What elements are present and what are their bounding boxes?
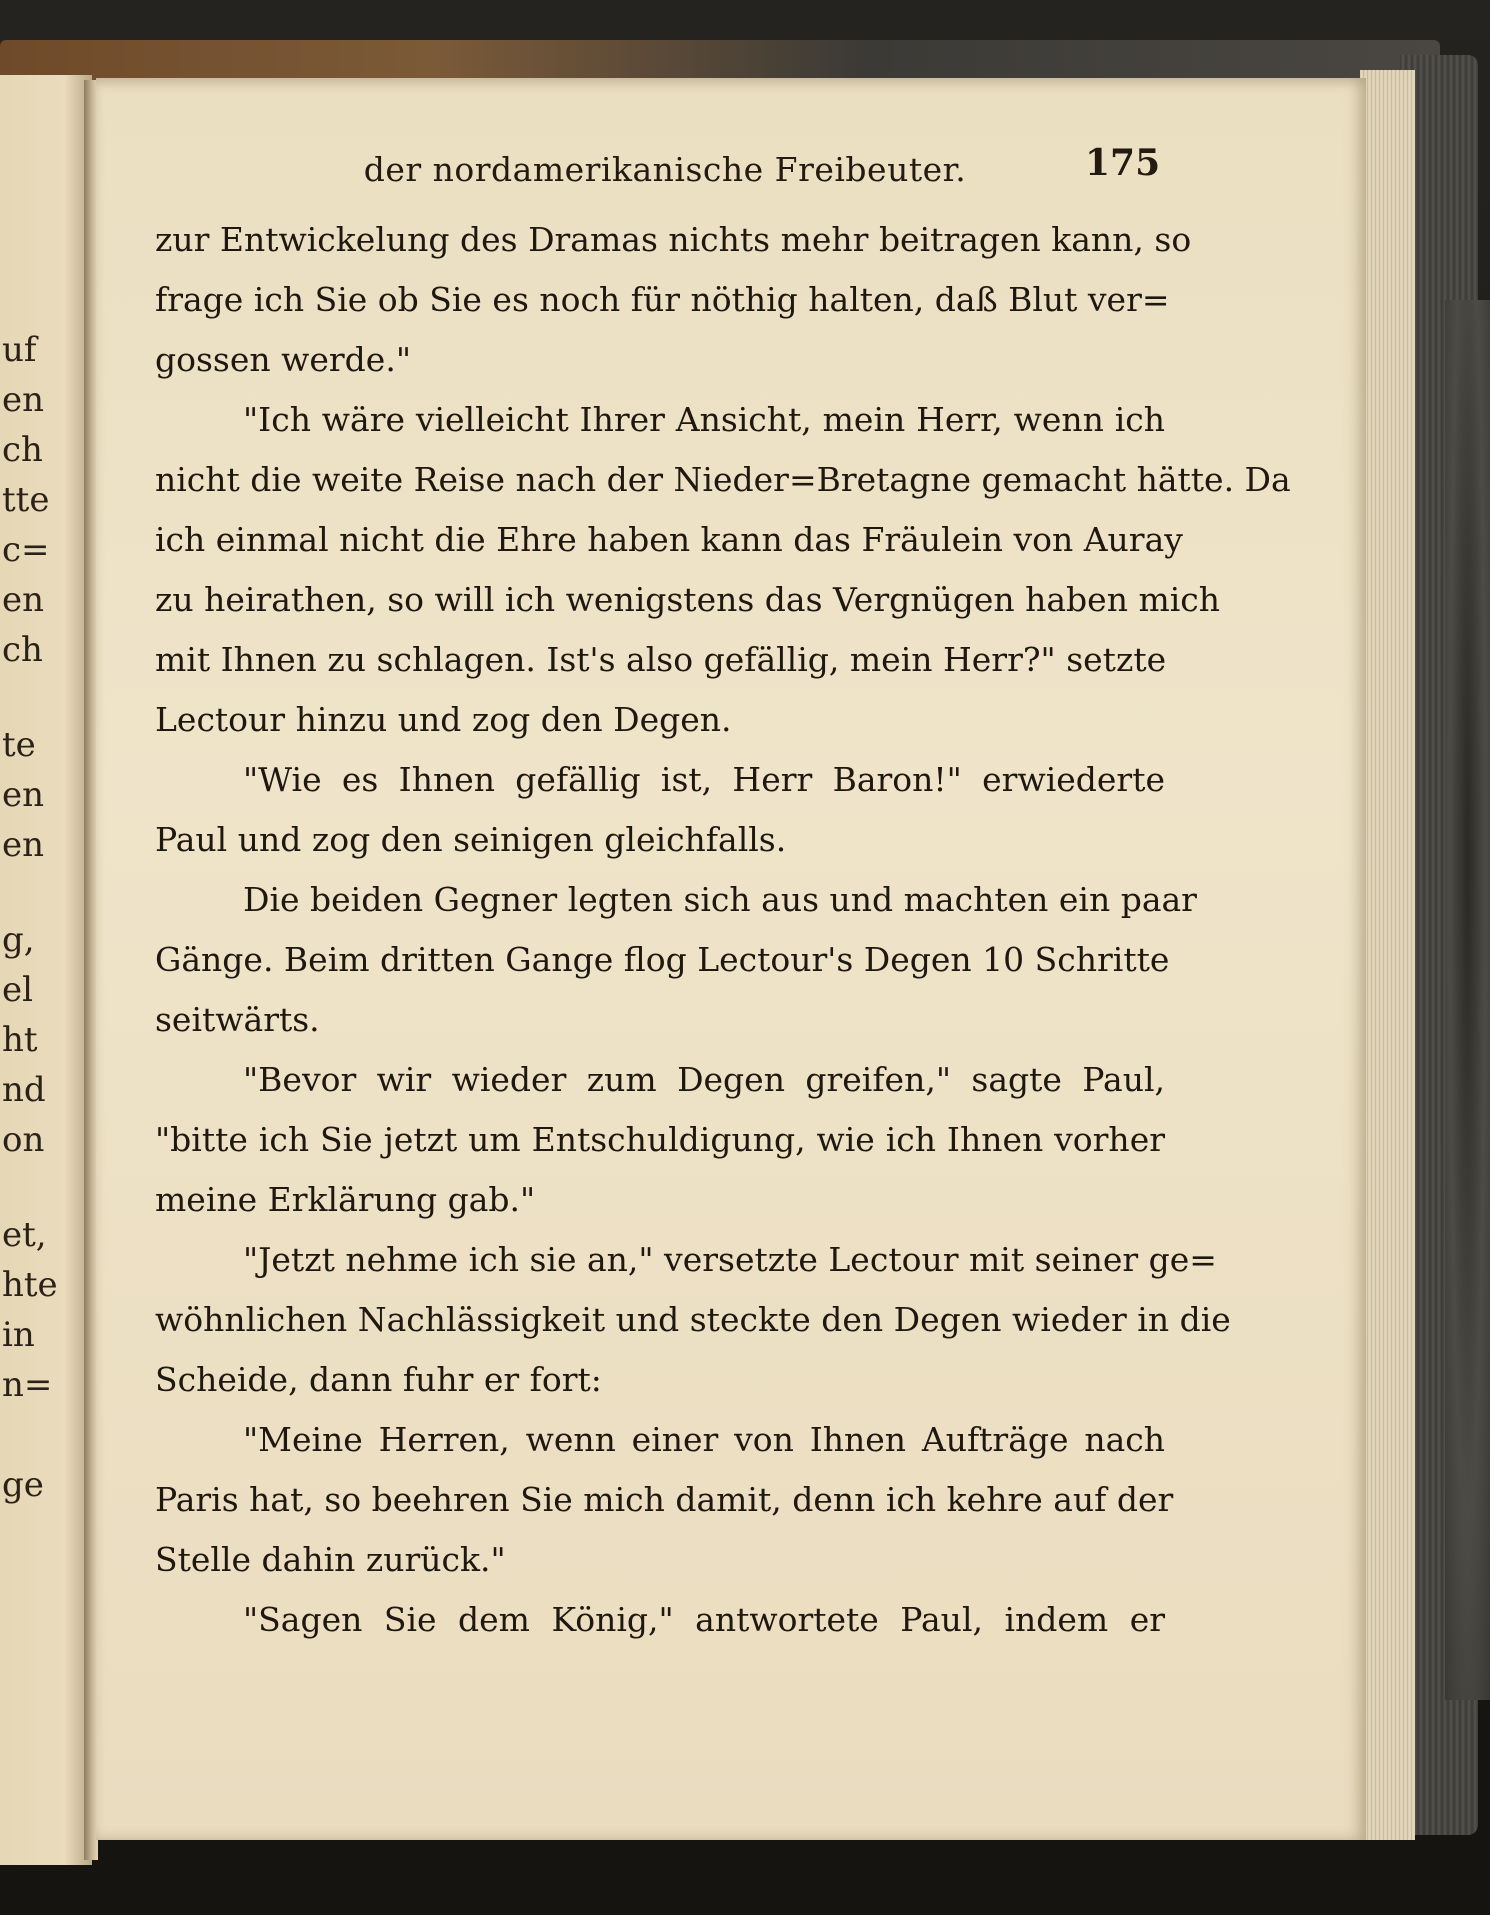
text-line: "bitte ich Sie jetzt um Entschuldigung, wie ich Ihnen vorher (155, 1120, 1165, 1159)
text-line: Die beiden Gegner legten sich aus und machten ein paar (243, 880, 1197, 919)
left-fragment: en (2, 380, 45, 420)
left-fragment: in (2, 1315, 35, 1355)
left-fragment: uf (2, 330, 37, 370)
text-line: mit Ihnen zu schlagen. Ist's also gefällig, mein Herr?" setzte (155, 640, 1167, 679)
text-line: "Meine Herren, wenn einer von Ihnen Aufträge nach (243, 1420, 1165, 1459)
left-fragment: el (2, 970, 33, 1010)
text-line: wöhnlichen Nachlässigkeit und steckte den Degen wieder in die (155, 1300, 1231, 1339)
left-fragment: ht (2, 1020, 38, 1060)
left-fragment: en (2, 580, 45, 620)
left-fragment: on (2, 1120, 45, 1160)
left-fragment: ch (2, 430, 43, 470)
left-fragment: g, (2, 920, 35, 960)
text-line: seitwärts. (155, 1000, 320, 1039)
text-line: Scheide, dann fuhr er fort: (155, 1360, 602, 1399)
text-line: ich einmal nicht die Ehre haben kann das Fräulein von Auray (155, 520, 1183, 559)
left-fragment: en (2, 825, 45, 865)
left-fragment: c= (2, 530, 50, 570)
text-line: "Jetzt nehme ich sie an," versetzte Lectour mit seiner ge= (243, 1240, 1217, 1279)
left-fragment: te (2, 725, 36, 765)
text-line: Stelle dahin zurück." (155, 1540, 506, 1579)
running-head: der nordamerikanische Freibeuter. (363, 150, 967, 189)
previous-page (0, 75, 92, 1865)
left-fragment: en (2, 775, 45, 815)
text-line: gossen werde." (155, 340, 412, 379)
left-fragment: n= (2, 1365, 53, 1405)
left-fragment: ge (2, 1465, 44, 1505)
left-fragment: ch (2, 630, 43, 670)
text-line: "Wie es Ihnen gefällig ist, Herr Baron!" erwiederte (243, 760, 1165, 799)
text-line: frage ich Sie ob Sie es noch für nöthig halten, daß Blut ver= (155, 280, 1170, 319)
cover-wear-stain (1445, 300, 1490, 1700)
page-number: 175 (1085, 142, 1161, 184)
text-line: Lectour hinzu und zog den Degen. (155, 700, 732, 739)
page-stack-edge (1360, 70, 1415, 1840)
left-fragment: hte (2, 1265, 58, 1305)
text-line: "Ich wäre vielleicht Ihrer Ansicht, mein Herr, wenn ich (243, 400, 1165, 439)
left-fragment: et, (2, 1215, 47, 1255)
text-line: Paris hat, so beehren Sie mich damit, denn ich kehre auf der (155, 1480, 1174, 1519)
left-fragment: nd (2, 1070, 46, 1110)
text-line: Paul und zog den seinigen gleichfalls. (155, 820, 787, 859)
text-line: zu heirathen, so will ich wenigstens das Vergnügen haben mich (155, 580, 1221, 619)
text-line: "Sagen Sie dem König," antwortete Paul, indem er (243, 1600, 1165, 1639)
text-line: nicht die weite Reise nach der Nieder=Bretagne gemacht hätte. Da (155, 460, 1291, 499)
text-line: Gänge. Beim dritten Gange flog Lectour's Degen 10 Schritte (155, 940, 1170, 979)
text-line: "Bevor wir wieder zum Degen greifen," sagte Paul, (243, 1060, 1165, 1099)
text-line: zur Entwickelung des Dramas nichts mehr beitragen kann, so (155, 220, 1192, 259)
left-fragment: tte (2, 480, 50, 520)
bottom-shadow (0, 1840, 1490, 1915)
text-line: meine Erklärung gab." (155, 1180, 536, 1219)
